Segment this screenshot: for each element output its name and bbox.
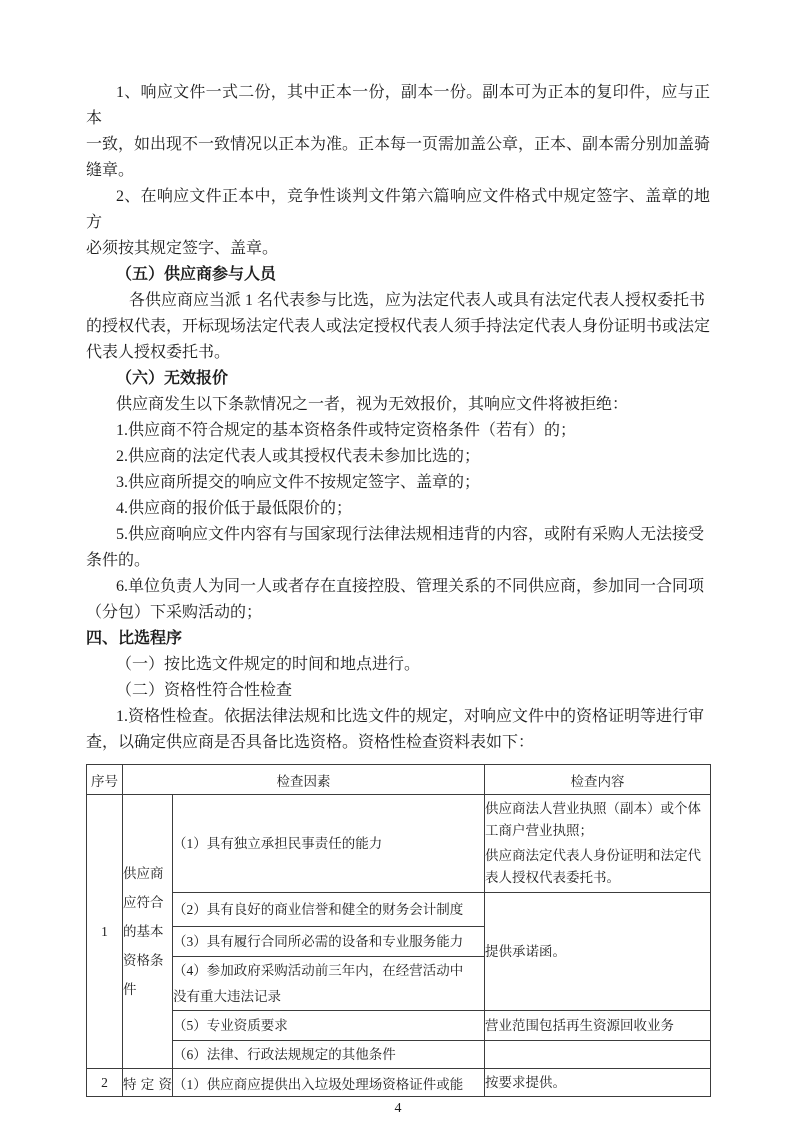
heading-chapter-4-procedure: 四、比选程序 (86, 630, 183, 647)
paragraph-invalid-item-2: 2.供应商的法定代表人或其授权代表未参加比选的； (116, 448, 481, 465)
qualification-check-table (86, 764, 711, 1097)
cell-factor-5: （5）专业资质要求 (173, 1011, 485, 1041)
paragraph-sign-seal-rule: 2、在响应文件正本中，竞争性谈判文件第六篇响应文件格式中规定签字、盖章的地方 必须按其规定签字、盖章。 (86, 188, 710, 257)
table-row (87, 1069, 711, 1097)
content-1-license: 供应商法人营业执照（副本）或个体 工商户营业执照； (485, 801, 701, 838)
cell-factor-1: （1）具有独立承担民事责任的能力 (173, 795, 485, 893)
table-row (87, 893, 711, 927)
paragraph-invalid-item-1: 1.供应商不符合规定的基本资格条件或特定资格条件（若有）的； (116, 422, 577, 439)
header-check-factor: 检查因素 (123, 765, 485, 795)
cell-category-basic-qualification: 供应商 应符合 的基本 资格条 件 (123, 795, 173, 1069)
header-check-content: 检查内容 (485, 765, 711, 795)
cell-factor-landfill-permit: （1）供应商应提供出入垃圾处理场资格证件或能 (173, 1069, 485, 1097)
paragraph-qualification-check-detail: 1.资格性检查。依据法律法规和比选文件的规定，对响应文件中的资格证明等进行审 查，以确定供应商是否具备比选资格。资格性检查资料表如下： (86, 708, 705, 751)
paragraph-representative-rule: 各供应商应当派 1 名代表参与比选，应为法定代表人或具有法定代表人授权委托书 的授权代表，开标现场法定代表人或法定授权代表人须手持法定代表人身份证明书或法定 代表人授权委托书。 (86, 292, 711, 361)
cell-factor-2: （2）具有良好的商业信誉和健全的财务会计制度 (173, 893, 485, 927)
cell-seq-1: 1 (87, 795, 123, 1069)
cell-content-commitment: 提供承诺函。 (485, 893, 711, 1011)
cell-content-1 (485, 795, 711, 893)
paragraph-invalid-item-4: 4.供应商的报价低于最低限价的； (116, 500, 353, 517)
header-seq: 序号 (87, 765, 123, 795)
paragraph-invalid-intro: 供应商发生以下条款情况之一者，视为无效报价，其响应文件将被拒绝： (116, 396, 629, 413)
page-number: 4 (394, 1101, 402, 1116)
table-row (87, 795, 711, 893)
paragraph-invalid-item-6: 6.单位负责人为同一人或者存在直接控股、管理关系的不同供应商，参加同一合同项 （分包）下采购活动的； (86, 578, 705, 621)
paragraph-response-copies: 1、响应文件一式二份，其中正本一份，副本一份。副本可为正本的复印件，应与正本 一致，如出现不一致情况以正本为准。正本每一页需加盖公章，正本、副本需分别加盖骑 缝章。 (86, 84, 711, 179)
cell-content-as-required: 按要求提供。 (485, 1069, 711, 1097)
table-header-row (87, 765, 711, 795)
cell-category-specific-qualification: 特定资 (123, 1069, 173, 1097)
cell-factor-6: （6）法律、行政法规规定的其他条件 (173, 1041, 485, 1069)
paragraph-procedure-time-place: （一）按比选文件规定的时间和地点进行。 (116, 656, 421, 673)
heading-section-6-invalid-quote: （六）无效报价 (116, 370, 229, 387)
cell-factor-3: （3）具有履行合同所必需的设备和专业服务能力 (173, 927, 485, 957)
cell-seq-2: 2 (87, 1069, 123, 1097)
paragraph-invalid-item-5: 5.供应商响应文件内容有与国家现行法律法规相违背的内容，或附有采购人无法接受 条件的。 (86, 526, 705, 569)
paragraph-invalid-item-3: 3.供应商所提交的响应文件不按规定签字、盖章的； (116, 474, 481, 491)
table-row (87, 1011, 711, 1041)
cell-content-business-scope: 营业范围包括再生资源回收业务 (485, 1011, 711, 1041)
cell-factor-4: （4）参加政府采购活动前三年内，在经营活动中 没有重大违法记录 (173, 957, 485, 1011)
content-1-identity: 供应商法定代表人身份证明和法定代 表人授权代表委托书。 (485, 848, 701, 885)
page-content (86, 80, 710, 1117)
heading-section-5-participants: （五）供应商参与人员 (116, 266, 277, 283)
paragraph-procedure-qualification-check: （二）资格性符合性检查 (116, 682, 293, 699)
cell-content-empty (485, 1041, 711, 1069)
table-row (87, 1041, 711, 1069)
